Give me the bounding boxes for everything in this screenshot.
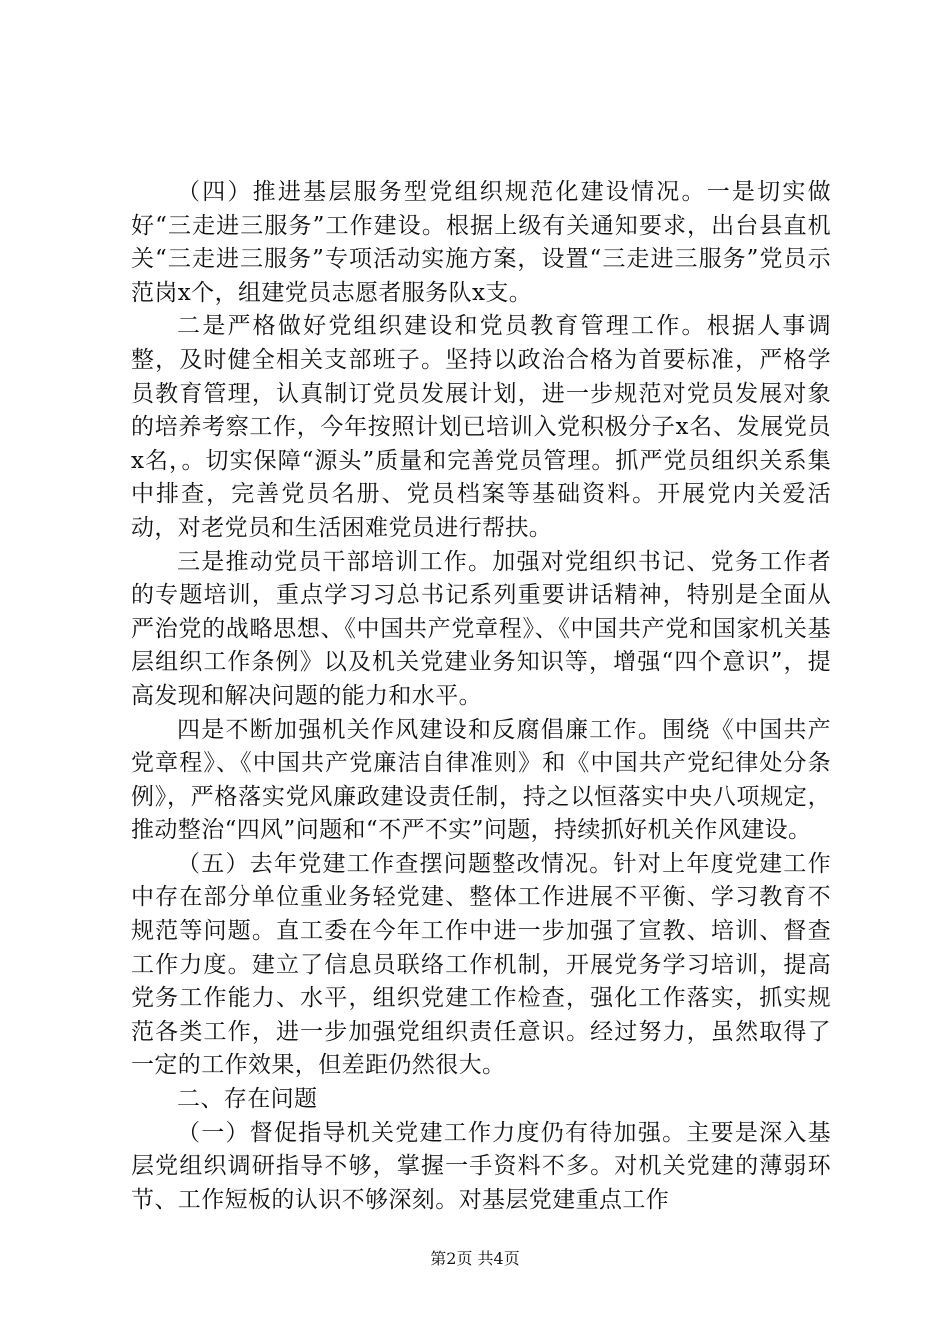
paragraph-section-5-rectification: （五）去年党建工作查摆问题整改情况。针对上年度党建工作中存在部分单位重业务轻党建、整体工作进展不平衡、学习教育不规范等问题。直工委在今年工作中进一步加强了宣教、培训、督查工作力度。建立了信息员联络工作机制，开展党务学习培训，提高党务工作能力、水平，组织党建工作检查，强化工作落实，抓实规范各类工作，进一步加强党组织责任意识。经过努力，虽然取得了一定的工作效果，但差距仍然很大。 — [131, 850, 831, 1079]
paragraph-problem-1: （一）督促指导机关党建工作力度仍有待加强。主要是深入基层党组织调研指导不够，掌握一手资料不多。对机关党建的薄弱环节、工作短板的认识不够深刻。对基层党建重点工作 — [131, 1119, 831, 1213]
page-number-footer: 第2页 共4页 — [430, 1249, 520, 1268]
paragraph-section-4-intro: （四）推进基层服务型党组织规范化建设情况。一是切实做好“三走进三服务”工作建设。根据上级有关通知要求，出台县直机关“三走进三服务”专项活动实施方案，设置“三走进三服务”党员示范岗x个，组建党员志愿者服务队x支。 — [131, 179, 831, 306]
document-body — [131, 176, 831, 1217]
paragraph-work-style: 四是不断加强机关作风建设和反腐倡廉工作。围绕《中国共产党章程》、《中国共产党廉洁自律准则》和《中国共产党纪律处分条例》，严格落实党风廉政建设责任制，持之以恒落实中央八项规定，推动整治“四风”问题和“不严不实”问题，持续抓好机关作风建设。 — [131, 716, 831, 844]
section-heading-problems: 二、存在问题 — [177, 1086, 318, 1113]
paragraph-party-building: 二是严格做好党组织建设和党员教育管理工作。根据人事调整，及时健全相关支部班子。坚持以政治合格为首要标准，严格学员教育管理，认真制订党员发展计划，进一步规范对党员发展对象的培养考察工作，今年按照计划已培训入党积极分子x名、发展党员x名，。切实保障“源头”质量和完善党员管理。抓严党员组织关系集中排查，完善党员名册、党员档案等基础资料。开展党内关爱活动，对老党员和生活困难党员进行帮扶。 — [131, 313, 831, 541]
paragraph-cadre-training: 三是推动党员干部培训工作。加强对党组织书记、党务工作者的专题培训，重点学习习总书记系列重要讲话精神，特别是全面从严治党的战略思想、《中国共产党章程》、《中国共产党和国家机关基层组织工作条例》以及机关党建业务知识等，增强“四个意识”，提高发现和解决问题的能力和水平。 — [131, 548, 831, 709]
